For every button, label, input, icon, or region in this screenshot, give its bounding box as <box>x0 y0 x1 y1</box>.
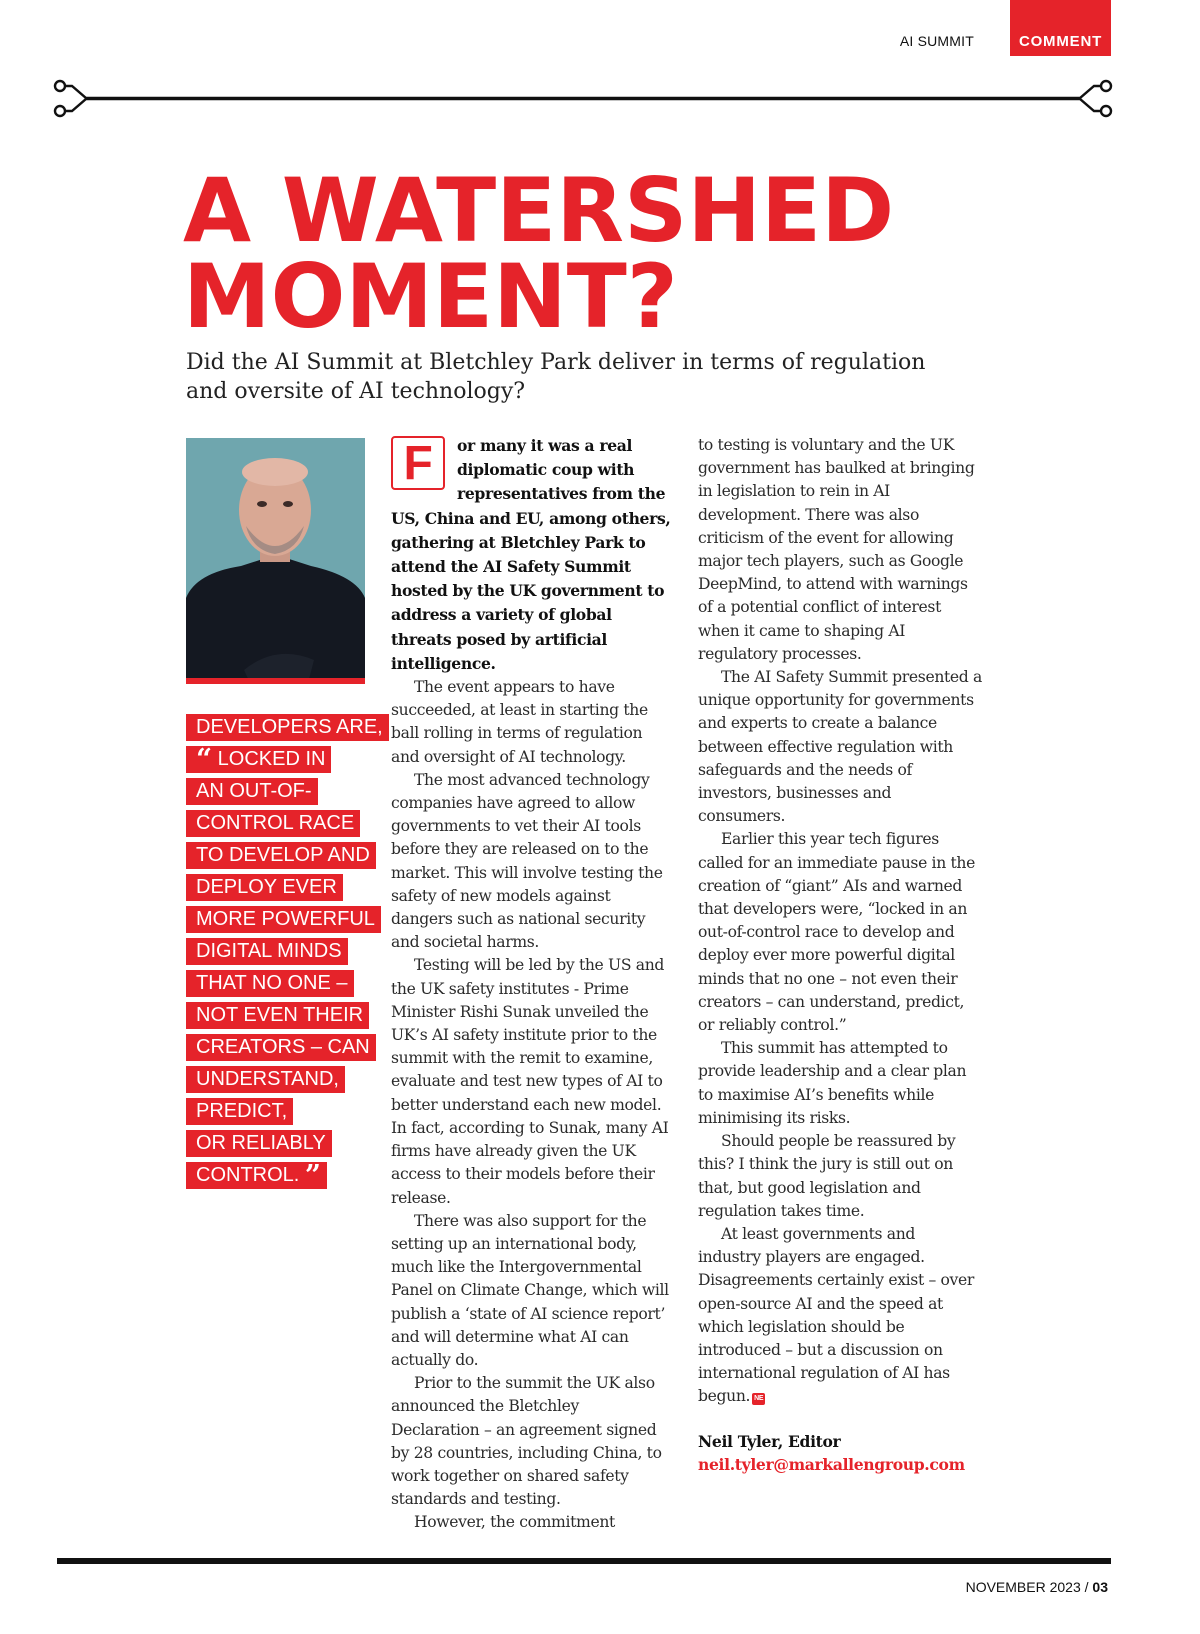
body-paragraph: Earlier this year tech figures called for an immediate pause in the creation of “giant” AIs and warned that developers were, “locked in an out-of-control race to develop and deploy ever more powerful digital minds that no one – not even their creators – can understand, predict, or reliably control.” <box>698 830 975 1035</box>
section-label: AI SUMMIT <box>899 33 974 49</box>
headline-line-2: MOMENT? <box>183 245 678 348</box>
pull-quote-line: DEVELOPERS ARE, <box>186 714 376 746</box>
body-paragraph: Testing will be led by the US and the UK safety institutes - Prime Minister Rishi Sunak unveiled the UK’s AI safety institute prior to the summit with the remit to examine, evaluate and test new types of AI to better understand each new model. In fact, according to Sunak, many AI firms have already given the UK access to their models before their release. <box>391 956 669 1207</box>
lead-paragraph: F or many it was a real diplomatic coup with representatives from the US, China and EU, among others, gathering at Bletchley Park to attend the AI Safety Summit hosted by the UK government to address a variety of global threats posed by artificial intelligence. <box>391 436 671 673</box>
open-quote-icon: “ <box>196 742 213 776</box>
issue-date: NOVEMBER 2023 <box>965 1579 1081 1595</box>
pull-quote-line: UNDERSTAND, <box>186 1066 376 1098</box>
close-quote-icon: ” <box>304 1158 322 1192</box>
drop-cap: F <box>391 436 445 490</box>
pull-quote-line: OR RELIABLY <box>186 1130 376 1162</box>
body-paragraph: This summit has attempted to provide leadership and a clear plan to maximise AI’s benefits while minimising its risks. <box>698 1039 967 1127</box>
photo-accent-bar <box>186 678 365 684</box>
pull-quote-line: MORE POWERFUL <box>186 906 376 938</box>
article-column-2 <box>698 434 982 1476</box>
body-paragraph: Should people be reassured by this? I think the jury is still out on that, but good legislation and regulation takes time. <box>698 1132 956 1220</box>
article-column-1 <box>391 434 671 1535</box>
body-paragraph-continued: to testing is voluntary and the UK government has baulked at bringing in legislation to rein in AI development. There was also criticism of the event for allowing major tech players, such as Google DeepMind, to attend with warnings of a potential conflict of interest when it came to shaping AI regulatory processes. <box>698 436 975 663</box>
body-paragraph: The AI Safety Summit presented a unique opportunity for governments and experts to create a balance between effective regulation with safeguards and the needs of investors, businesses and consumers. <box>698 668 982 826</box>
folio-separator: / <box>1084 1579 1089 1595</box>
body-paragraph: The event appears to have succeeded, at least in starting the ball rolling in terms of regulation and oversight of AI technology. <box>391 678 648 766</box>
pull-quote-line: CONTROL. ” <box>186 1162 376 1194</box>
pull-quote-line: DEPLOY EVER <box>186 874 376 906</box>
body-paragraph: There was also support for the setting up an international body, much like the Intergovernmental Panel on Climate Change, which will publish a ‘state of AI science report’ and will determine what AI can actually do. <box>391 1211 669 1369</box>
pull-quote-line: PREDICT, <box>186 1098 376 1130</box>
headline <box>183 159 943 348</box>
author-email-link[interactable]: neil.tyler@markallengroup.com <box>698 1454 965 1474</box>
signoff <box>698 1430 982 1476</box>
pull-quote-line: CONTROL RACE <box>186 810 376 842</box>
page-number: 03 <box>1092 1579 1108 1595</box>
pull-quote-line: DIGITAL MINDS <box>186 938 376 970</box>
author-portrait <box>186 438 365 683</box>
category-label: COMMENT <box>1018 33 1103 50</box>
final-paragraph: At least governments and industry players are engaged. Disagreements certainly exist – over open-source AI and the speed at which legislation should be introduced – but a discussion on international regulation of AI has begun. NE <box>698 1224 974 1406</box>
body-paragraph: However, the commitment <box>414 1513 615 1532</box>
standfirst: Did the AI Summit at Bletchley Park deliver in terms of regulation and oversite of AI technology? <box>186 350 926 404</box>
pull-quote <box>186 714 383 1194</box>
pull-quote-line: CREATORS – CAN <box>186 1034 376 1066</box>
author-name: Neil Tyler, Editor <box>698 1431 841 1451</box>
footer-folio <box>966 1579 1108 1595</box>
pull-quote-line: AN OUT-OF- <box>186 778 376 810</box>
pull-quote-line: THAT NO ONE – <box>186 970 376 1002</box>
footer-rule <box>57 1558 1111 1564</box>
author-photo <box>186 438 365 683</box>
pull-quote-line: TO DEVELOP AND <box>186 842 376 874</box>
category-tab <box>1010 0 1111 56</box>
body-paragraph: The most advanced technology companies have agreed to allow governments to vet their AI tools before they are released on to the market. This will involve testing the safety of new models against dangers such as national security and societal harms. <box>391 770 663 952</box>
headline-line-1: A WATERSHED <box>183 159 895 262</box>
pull-quote-line: NOT EVEN THEIR <box>186 1002 376 1034</box>
body-paragraph: Prior to the summit the UK also announced the Bletchley Declaration – an agreement signed by 28 countries, including China, to work together on shared safety standards and testing. <box>391 1374 662 1509</box>
circuit-rule-divider <box>50 78 1115 124</box>
pull-quote-line: “ LOCKED IN <box>186 746 376 778</box>
end-mark-icon: NE <box>752 1393 765 1405</box>
